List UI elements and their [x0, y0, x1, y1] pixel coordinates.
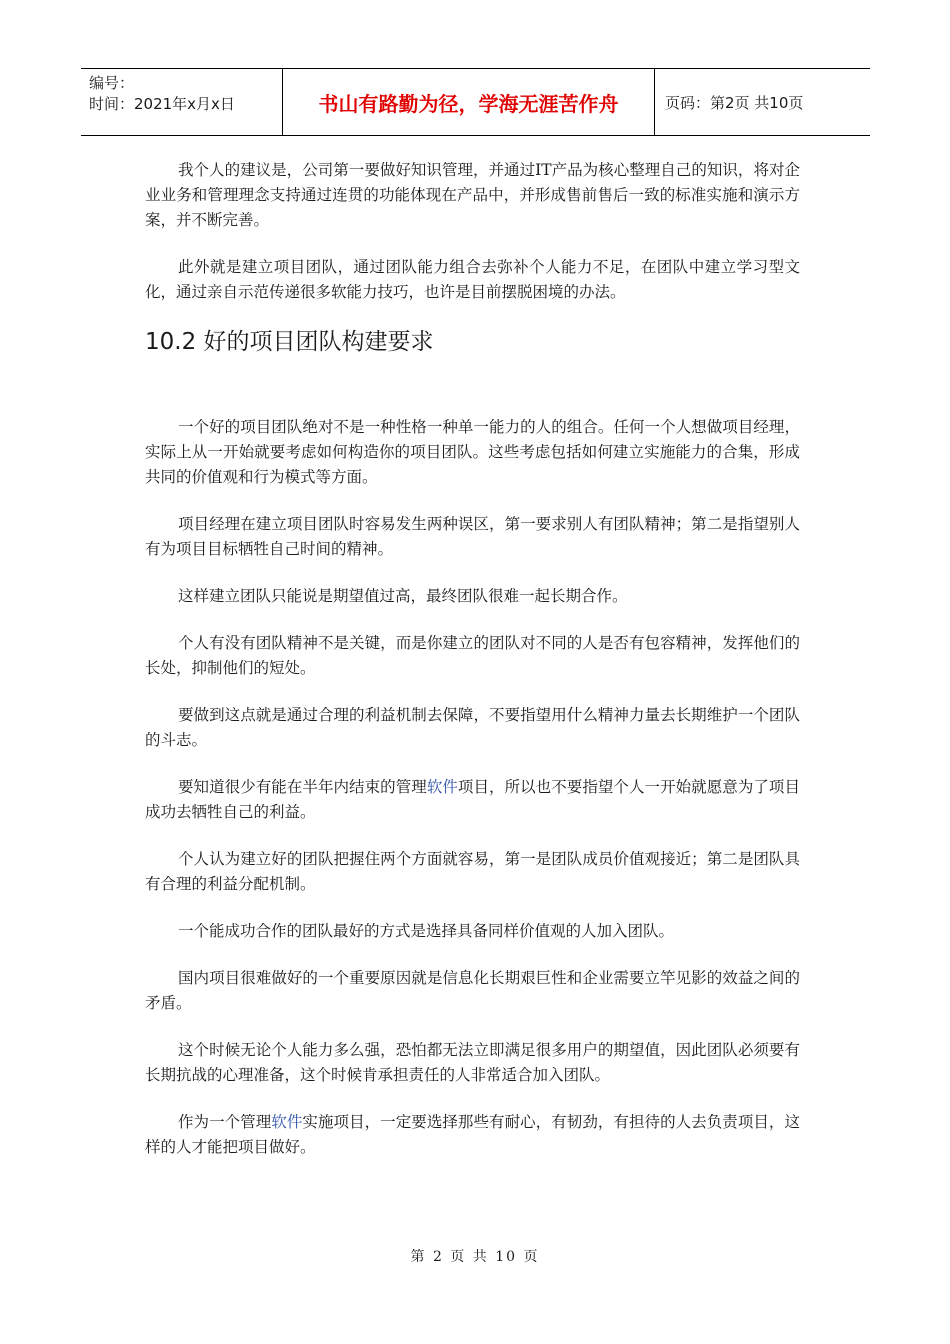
software-link[interactable]: 软件 [271, 1113, 303, 1131]
header-left-cell [81, 69, 282, 135]
page-footer: 第 2 页 共 10 页 [410, 1249, 540, 1265]
page-header [81, 68, 870, 136]
number-label: 编号： [89, 74, 135, 92]
paragraph: 此外就是建立项目团队，通过团队能力组合去弥补个人能力不足，在团队中建立学习型文化，通过亲自示范传递很多软能力技巧，也许是目前摆脱困境的办法。 [145, 258, 800, 301]
paragraph: 我个人的建议是，公司第一要做好知识管理，并通过IT产品为核心整理自己的知识，将对企业业务和管理理念支持通过连贯的功能体现在产品中，并形成售前售后一致的标准实施和演示方案，并不断完善。 [145, 161, 800, 229]
paragraph: 这个时候无论个人能力多么强，恐怕都无法立即满足很多用户的期望值，因此团队必须要有长期抗战的心理准备，这个时候肯承担责任的人非常适合加入团队。 [145, 1041, 800, 1084]
paragraph-text: 要知道很少有能在半年内结束的管理 [178, 778, 427, 796]
paragraph: 个人认为建立好的团队把握住两个方面就容易，第一是团队成员价值观接近；第二是团队具有合理的利益分配机制。 [145, 850, 800, 893]
paragraph-text: 项目，所以也不要指望个人一开始就愿意为了项目成功去牺牲自己的利益。 [145, 778, 800, 821]
software-link[interactable]: 软件 [426, 778, 458, 796]
document-body [145, 158, 800, 1182]
paragraph-text: 实施项目，一定要选择那些有耐心，有韧劲，有担待的人去负责项目，这样的人才能把项目做好。 [145, 1113, 800, 1156]
paragraph: 个人有没有团队精神不是关键，而是你建立的团队对不同的人是否有包容精神，发挥他们的长处，抑制他们的短处。 [145, 634, 800, 677]
time-label: 时间：2021年x月x日 [89, 95, 235, 113]
section-heading: 10.2 好的项目团队构建要求 [145, 329, 434, 355]
paragraph [145, 775, 800, 825]
paragraph [145, 1110, 800, 1160]
header-page-info: 页码：第2页 共10页 [665, 93, 804, 112]
paragraph: 国内项目很难做好的一个重要原因就是信息化长期艰巨性和企业需要立竿见影的效益之间的矛盾。 [145, 969, 800, 1012]
paragraph: 项目经理在建立项目团队时容易发生两种误区，第一要求别人有团队精神；第二是指望别人有为项目目标牺牲自己时间的精神。 [145, 515, 800, 558]
paragraph: 一个好的项目团队绝对不是一种性格一种单一能力的人的组合。任何一个人想做项目经理，实际上从一开始就要考虑如何构造你的项目团队。这些考虑包括如何建立实施能力的合集，形成共同的价值观和行为模式等方面。 [145, 418, 800, 486]
paragraph-text: 作为一个管理 [178, 1113, 272, 1131]
paragraph: 要做到这点就是通过合理的利益机制去保障，不要指望用什么精神力量去长期维护一个团队的斗志。 [145, 706, 800, 749]
paragraph: 一个能成功合作的团队最好的方式是选择具备同样价值观的人加入团队。 [178, 922, 675, 940]
paragraph: 这样建立团队只能说是期望值过高，最终团队很难一起长期合作。 [178, 587, 628, 605]
header-motto: 书山有路勤为径，学海无涯苦作舟 [282, 69, 655, 135]
